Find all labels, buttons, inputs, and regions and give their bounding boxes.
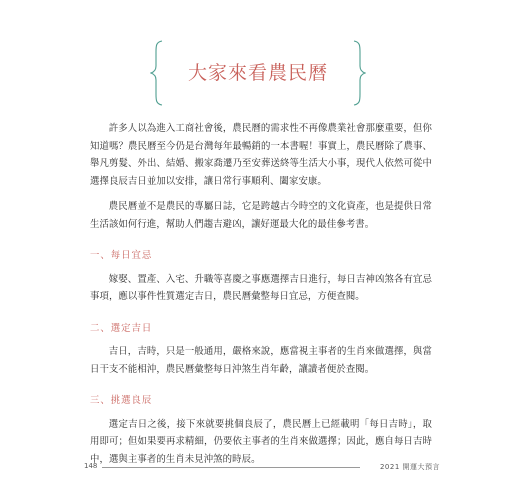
section-body-lucky-hour: 選定吉日之後，接下來就要挑個良辰了，農民曆上已經載明「每日吉時」，取用即可；但如果要再求精細，仍要依主事者的生肖來做選擇；因此，應自每日吉時中，選與主事者的生肖未見沖煞的時辰。 <box>90 418 432 465</box>
left-brace-ornament <box>150 40 164 106</box>
book-title: 2021 開運大預言 <box>379 463 440 471</box>
title-frame <box>150 40 366 106</box>
section-body-daily-taboos: 嫁娶、置產、入宅、升職等喜慶之事應選擇吉日進行，每日吉神凶煞各有宜忌事項，應以事件性質選定吉日，農民曆彙整每日宜忌，方便查閱。 <box>90 273 432 302</box>
section-body-lucky-day: 吉日，吉時，只是一般通用，嚴格來說，應當視主事者的生肖來做選擇，與當日干支不能相沖，農民曆彙整每日沖煞生肖年齡，讓讀者便於查閱。 <box>90 346 432 375</box>
section-heading-lucky-hour: 三、挑選良辰 <box>90 395 153 406</box>
article-body <box>90 120 432 468</box>
page-title: 大家來看農民曆 <box>187 62 328 84</box>
section-heading-daily-taboos: 一、每日宜忌 <box>90 250 153 261</box>
page-number: 148 <box>84 462 98 470</box>
footer-divider <box>102 467 360 468</box>
intro-paragraph: 農民曆並不是農民的專屬日誌，它是跨越古今時空的文化資產，也是提供日常生活該如何行進，幫助人們趨吉避凶，讓好運最大化的最佳參考書。 <box>90 201 432 230</box>
intro-paragraph: 許多人以為進入工商社會後，農民曆的需求性不再像農業社會那麼重要，但你知道嗎？農民曆至今仍是台灣每年最暢銷的一本書喔！事實上，農民曆除了農事、舉凡剪髮、外出、結婚、搬家喬遷乃至安葬送終等生活大小事，現代人依然可從中選擇良辰吉日並加以安排，讓日常行事順利、闔家安康。 <box>90 123 432 187</box>
section-heading-lucky-day: 二、選定吉日 <box>90 322 153 334</box>
page-footer <box>84 460 440 474</box>
right-brace-ornament <box>352 40 366 106</box>
